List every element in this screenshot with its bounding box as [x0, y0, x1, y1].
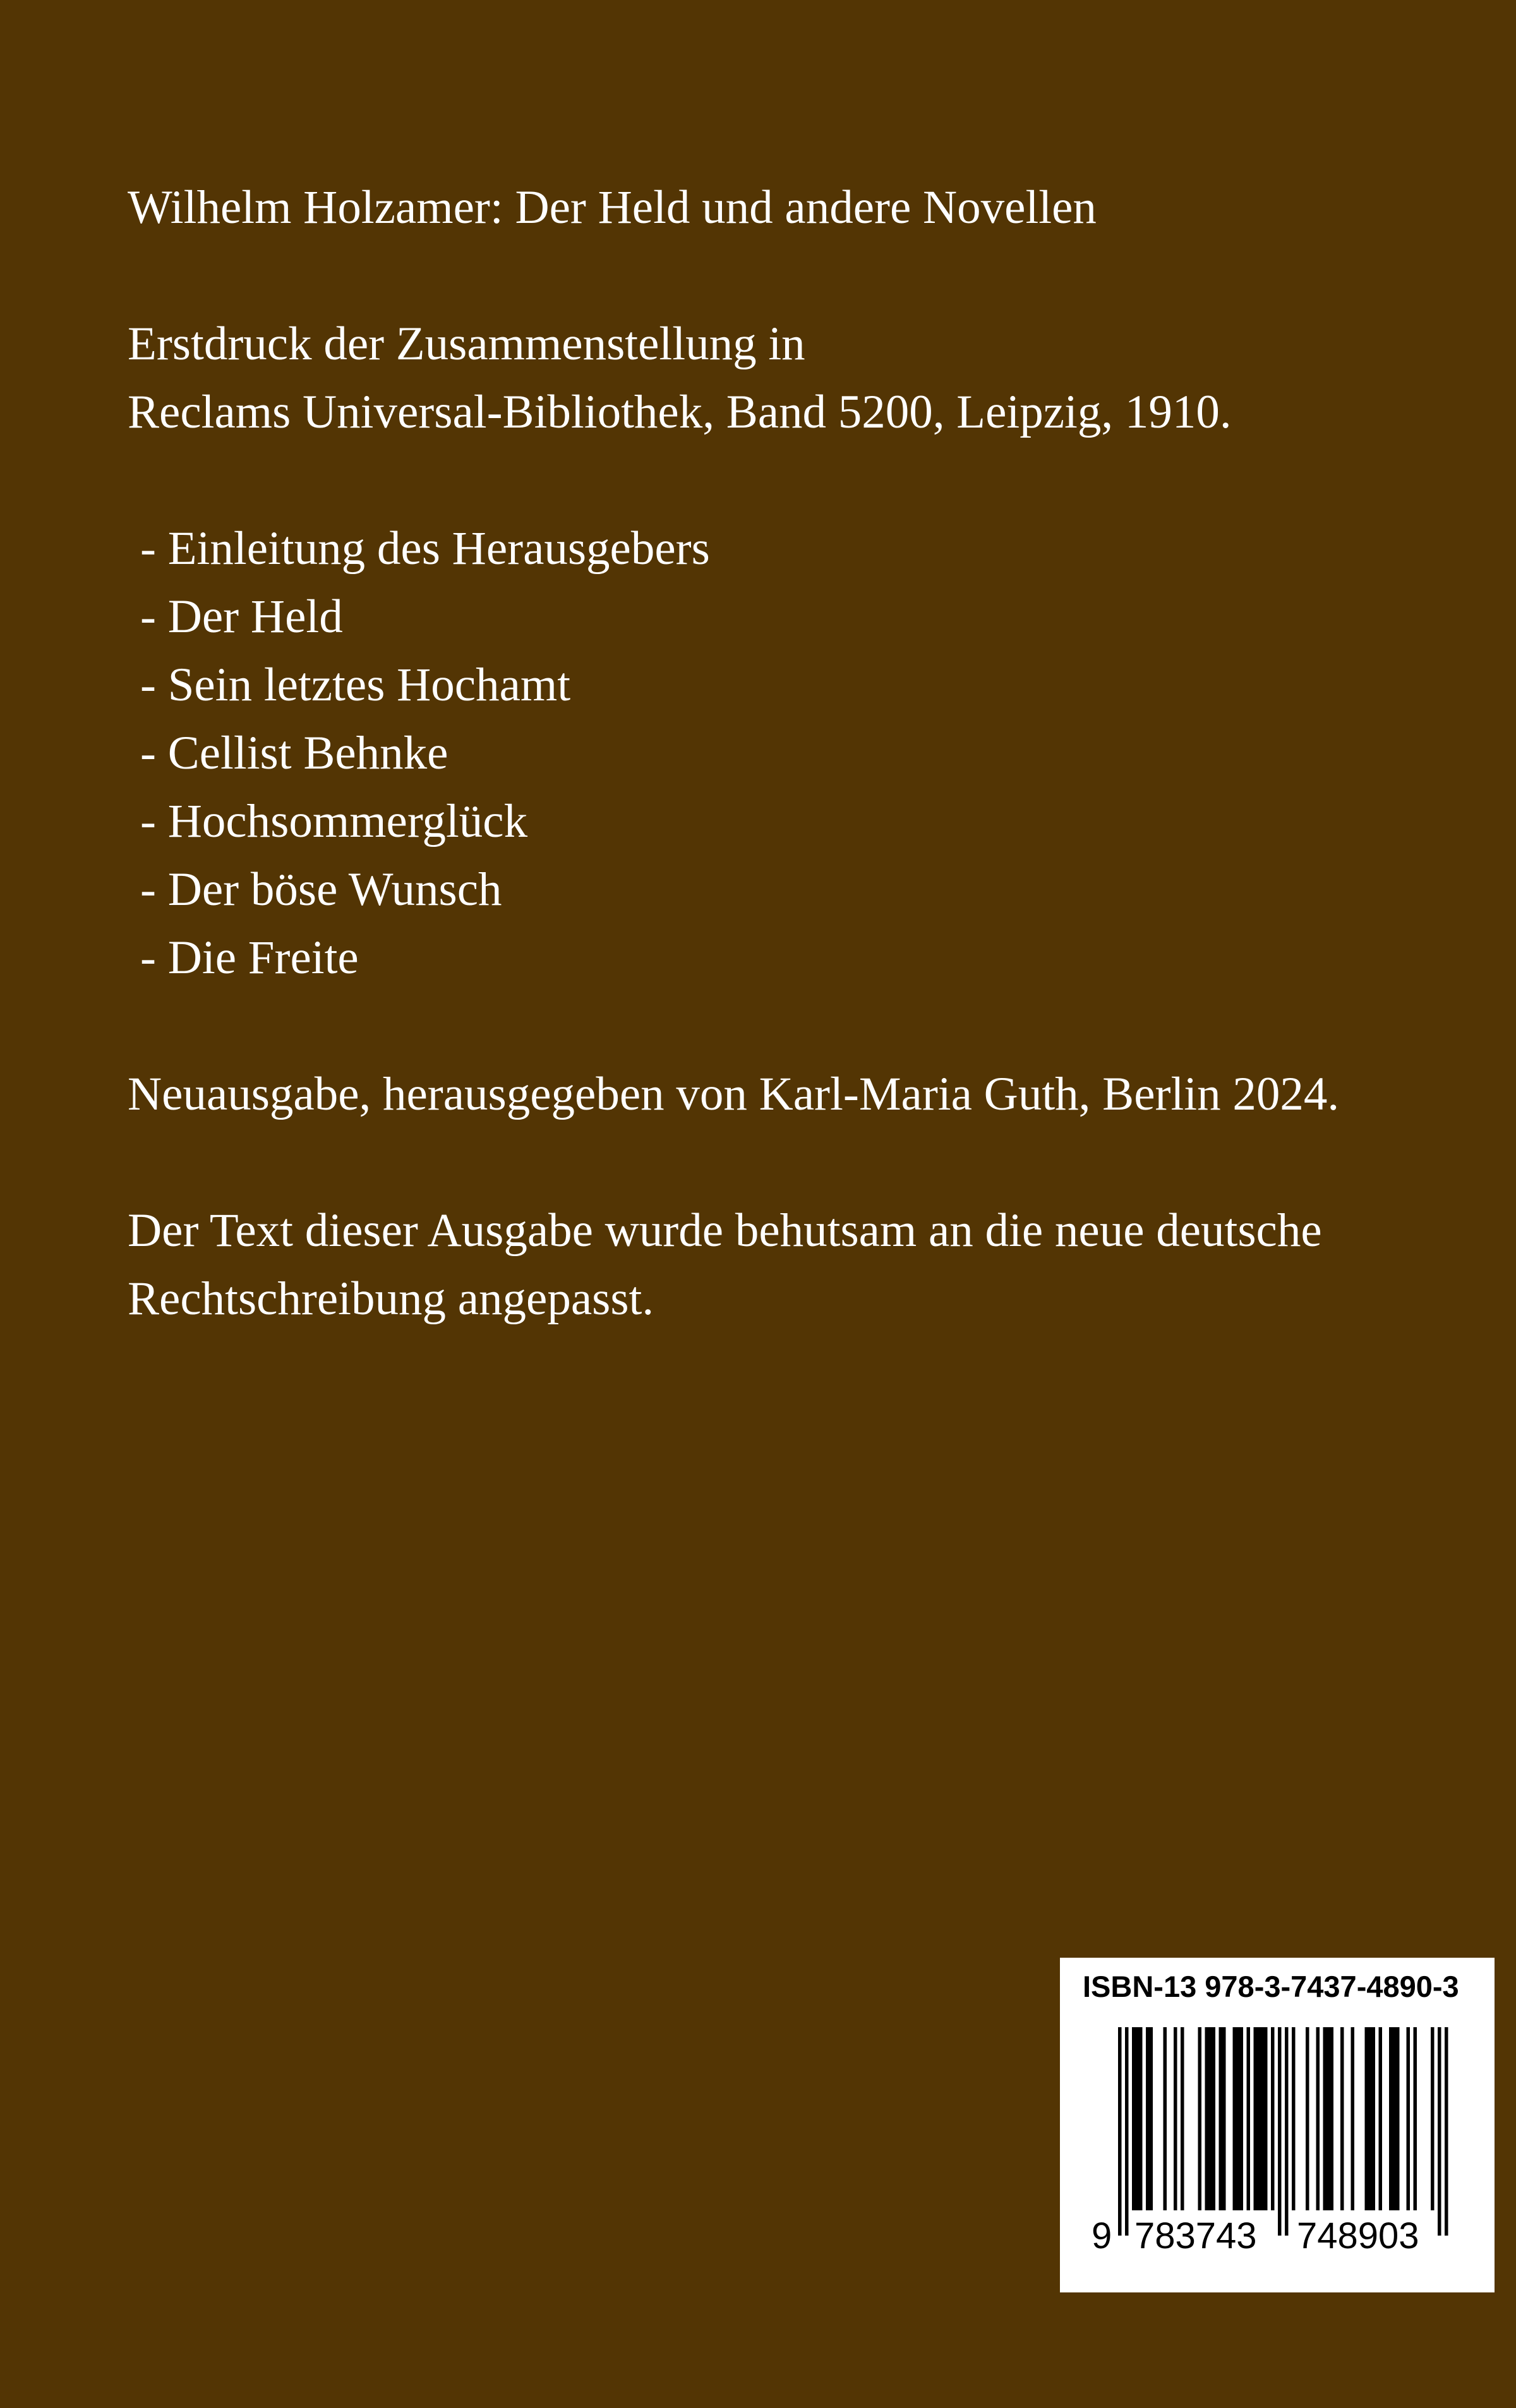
barcode-bar	[1233, 2027, 1237, 2210]
barcode-bar	[1340, 2027, 1344, 2210]
spelling-note-line-1: Der Text dieser Ausgabe wurde behutsam an die neue deutsche	[128, 1204, 1322, 1257]
first-print-line-2: Reclams Universal-Bibliothek, Band 5200, Leipzig, 1910.	[128, 386, 1232, 438]
barcode-bar	[1125, 2027, 1129, 2236]
contents-item: - Hochsommerglück	[140, 795, 528, 848]
barcode-bar	[1247, 2027, 1251, 2210]
barcode-bar	[1316, 2027, 1320, 2210]
barcode-bar	[1389, 2027, 1393, 2210]
barcode-bar	[1222, 2027, 1226, 2210]
isbn-label: ISBN-13 978-3-7437-4890-3	[1083, 1970, 1459, 2003]
barcode-bar	[1257, 2027, 1261, 2210]
barcode-bar	[1254, 2027, 1258, 2210]
contents-item: - Sein letztes Hochamt	[140, 659, 571, 711]
barcode-bar	[1396, 2027, 1400, 2210]
barcode-bar	[1208, 2027, 1212, 2210]
barcode-bar	[1285, 2027, 1289, 2236]
first-print-line-1: Erstdruck der Zusammenstellung in	[128, 318, 805, 370]
book-title-line: Wilhelm Holzamer: Der Held und andere Novellen	[128, 181, 1097, 234]
barcode-bar	[1368, 2027, 1372, 2210]
barcode-digits-left: 783743	[1134, 2215, 1257, 2256]
isbn-barcode-box	[1060, 1958, 1495, 2292]
barcode-bar	[1414, 2027, 1417, 2210]
barcode-bar	[1330, 2027, 1334, 2210]
contents-item: - Die Freite	[140, 931, 359, 984]
barcode-bar	[1198, 2027, 1202, 2210]
barcode-bar	[1205, 2027, 1209, 2210]
barcode-bar	[1164, 2027, 1167, 2210]
barcode-bar	[1379, 2027, 1383, 2210]
barcode-bar	[1240, 2027, 1244, 2210]
barcode-bar	[1365, 2027, 1369, 2210]
barcode-bar	[1212, 2027, 1216, 2210]
barcode-bar	[1306, 2027, 1309, 2210]
barcode-bar	[1136, 2027, 1140, 2210]
barcode-bar	[1261, 2027, 1265, 2210]
barcode-bar	[1393, 2027, 1397, 2210]
contents-item: - Cellist Behnke	[140, 727, 448, 779]
barcode-bar	[1271, 2027, 1275, 2210]
contents-item: - Einleitung des Herausgebers	[140, 522, 710, 575]
spelling-note-line-2: Rechtschreibung angepasst.	[128, 1273, 654, 1325]
barcode-bar	[1326, 2027, 1330, 2210]
barcode-bar	[1351, 2027, 1355, 2210]
barcode-bar	[1146, 2027, 1150, 2210]
barcode-bar	[1174, 2027, 1177, 2210]
barcode-bar	[1292, 2027, 1296, 2210]
barcode-bar	[1118, 2027, 1122, 2236]
barcode-bar	[1219, 2027, 1223, 2210]
barcode-image	[1079, 2027, 1477, 2267]
barcode-bar	[1236, 2027, 1240, 2210]
barcode-bar	[1438, 2027, 1441, 2236]
barcode-digits-right: 748903	[1297, 2215, 1419, 2256]
barcode-bar	[1445, 2027, 1448, 2236]
barcode-bar	[1150, 2027, 1153, 2210]
contents-item: - Der böse Wunsch	[140, 863, 502, 916]
contents-item: - Der Held	[140, 590, 343, 643]
contents-list	[128, 515, 1423, 992]
barcode-bar	[1132, 2027, 1136, 2210]
edition-note: Neuausgabe, herausgegeben von Karl-Maria Guth, Berlin 2024.	[128, 1068, 1340, 1120]
barcode-bar	[1181, 2027, 1184, 2210]
back-cover-text	[128, 174, 1423, 1333]
barcode-bar	[1323, 2027, 1327, 2210]
barcode-bar	[1264, 2027, 1268, 2210]
barcode-bar	[1407, 2027, 1411, 2210]
barcode-bar	[1139, 2027, 1143, 2210]
barcode-bar	[1431, 2027, 1435, 2210]
barcode-bar	[1372, 2027, 1376, 2210]
barcode-bar	[1278, 2027, 1282, 2236]
barcode-digit-first: 9	[1092, 2215, 1112, 2256]
